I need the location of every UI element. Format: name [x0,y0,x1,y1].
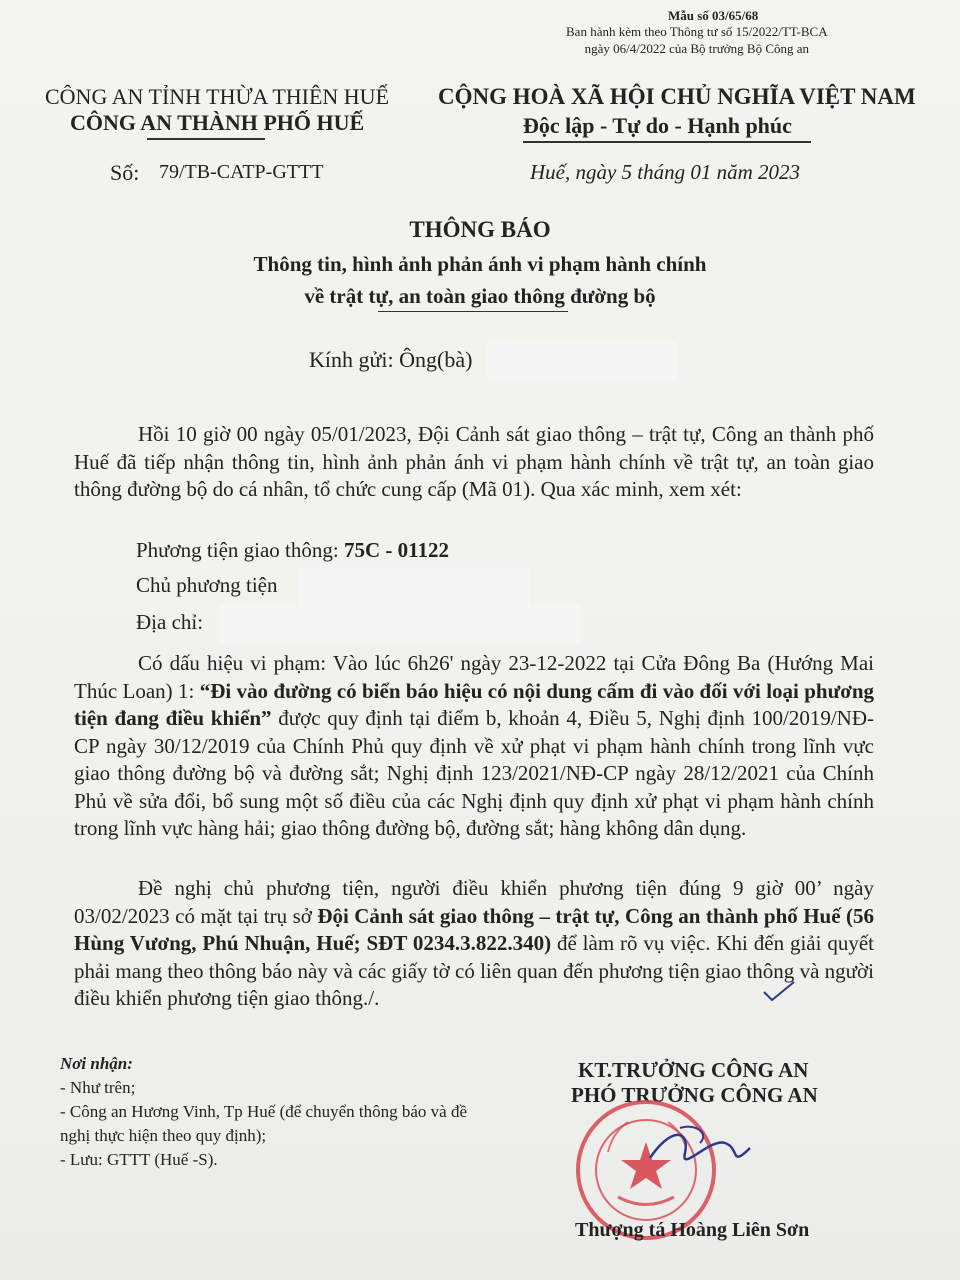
office-address: Đội Cảnh sát giao thông – trật tự, Công an thành phố Huế (56 Hùng Vương, Phú Nhuận, Huế; SĐT 0234.3.822.340) [74,903,874,955]
agency-name: CÔNG AN THÀNH PHỐ HUẾ [70,110,365,135]
form-reference-line2: ngày 06/4/2022 của Bộ trưởng Bộ Công an [584,41,810,56]
form-reference [566,23,828,57]
recipients-heading: Nơi nhận: [60,1054,133,1073]
signer-name: Thượng tá Hoàng Liên Sơn [575,1219,810,1241]
document-title: THÔNG BÁO [409,217,551,242]
vehicle-label: Phương tiện giao thông: [136,538,339,562]
nation-name: CỘNG HOÀ XÃ HỘI CHỦ NGHĨA VIỆT NAM [438,84,916,109]
redacted-owner [298,568,530,606]
vehicle-line [136,538,449,563]
document-subtitle-line2: về trật tự, an toàn giao thông đường bộ [304,284,656,308]
form-number: Mẫu số 03/65/68 [668,8,759,23]
recipient-item: - Lưu: GTTT (Huế -S). [60,1150,218,1169]
signature-icon [640,1108,760,1188]
motto-underline [523,141,811,143]
document-subtitle-line1: Thông tin, hình ảnh phản ánh vi phạm hành chính [253,252,707,276]
doc-number-label: Số: [110,160,140,185]
paragraph-2-suffix: được quy định tại điểm b, khoản 4, Điều 5, Nghị định 100/2019/NĐ-CP ngày 30/12/2019 của Chính Phủ quy định về xử phạt vi phạm hành chính trong lĩnh vực giao thông đường bộ và đường sắt; Nghị định 123/2021/NĐ-CP ngày 28/12/2021 của Chính Phủ về sửa đổi, bổ sung một số điều của các Nghị định quy định xử phạt vi phạm hành chính trong lĩnh vực hàng hải; giao thông đường bộ, đường sắt; hàng không dân dụng. [74,706,874,840]
redacted-name [487,341,677,381]
paragraph-3-prefix: Đề nghị chủ phương tiện, người điều khiển phương tiện đúng 9 giờ 00’ ngày 03/02/2023 có mặt tại trụ sở [74,876,874,928]
paragraph-3 [74,875,874,1013]
place-date: Huế, ngày 5 tháng 01 năm 2023 [530,160,801,184]
signer-title-line2: PHÓ TRƯỞNG CÔNG AN [571,1083,818,1107]
owner-line [136,573,277,598]
violation-description: “Đi vào đường có biển báo hiệu có nội dung cấm đi vào đối với loại phương tiện đang điều khiển” [74,678,875,730]
national-motto: Độc lập - Tự do - Hạnh phúc [523,113,792,138]
paragraph-1-text: Hồi 10 giờ 00 ngày 05/01/2023, Đội Cảnh sát giao thông – trật tự, Công an thành phố Huế đã tiếp nhận thông tin, hình ảnh phản ánh vi phạm hành chính về trật tự, an toàn giao thông đường bộ do cá nhân, tổ chức cung cấp (Mã 01). Qua xác minh, xem xét: [74,422,874,501]
address-label: Địa chỉ: [136,610,204,634]
greeting: Kính gửi: Ông(bà) [309,347,473,372]
paragraph-3-suffix: để làm rõ vụ việc. Khi đến giải quyết phải mang theo thông báo này và các giấy tờ có liên quan đến phương tiện giao thông và người điều khiển phương tiện giao thông./. [74,931,874,1010]
doc-number: 79/TB-CATP-GTTT [159,161,324,183]
agency-underline [147,138,265,140]
recipients-block [60,1052,500,1172]
paragraph-2-prefix: Có dấu hiệu vi phạm: Vào lúc 6h26' ngày 23-12-2022 tại Cửa Đông Ba (Hướng Mai Thúc Loan) 1: [74,651,874,703]
recipient-item: - Như trên; [60,1078,136,1097]
redacted-address [220,605,580,643]
agency-parent: CÔNG AN TỈNH THỪA THIÊN HUẾ [45,84,390,109]
paragraph-2 [74,650,874,843]
owner-label: Chủ phương tiện [136,573,278,597]
recipient-item: - Công an Hương Vinh, Tp Huế (để chuyển thông báo và đề nghị thực hiện theo quy định); [60,1102,468,1145]
address-line [136,610,203,635]
form-reference-line1: Ban hành kèm theo Thông tư số 15/2022/TT-BCA [566,24,828,39]
paragraph-1 [74,421,874,504]
vehicle-plate: 75C - 01122 [343,538,449,562]
signer-title-line1: KT.TRƯỞNG CÔNG AN [578,1058,809,1082]
title-underline [378,311,568,312]
checkmark-icon [760,980,800,1006]
